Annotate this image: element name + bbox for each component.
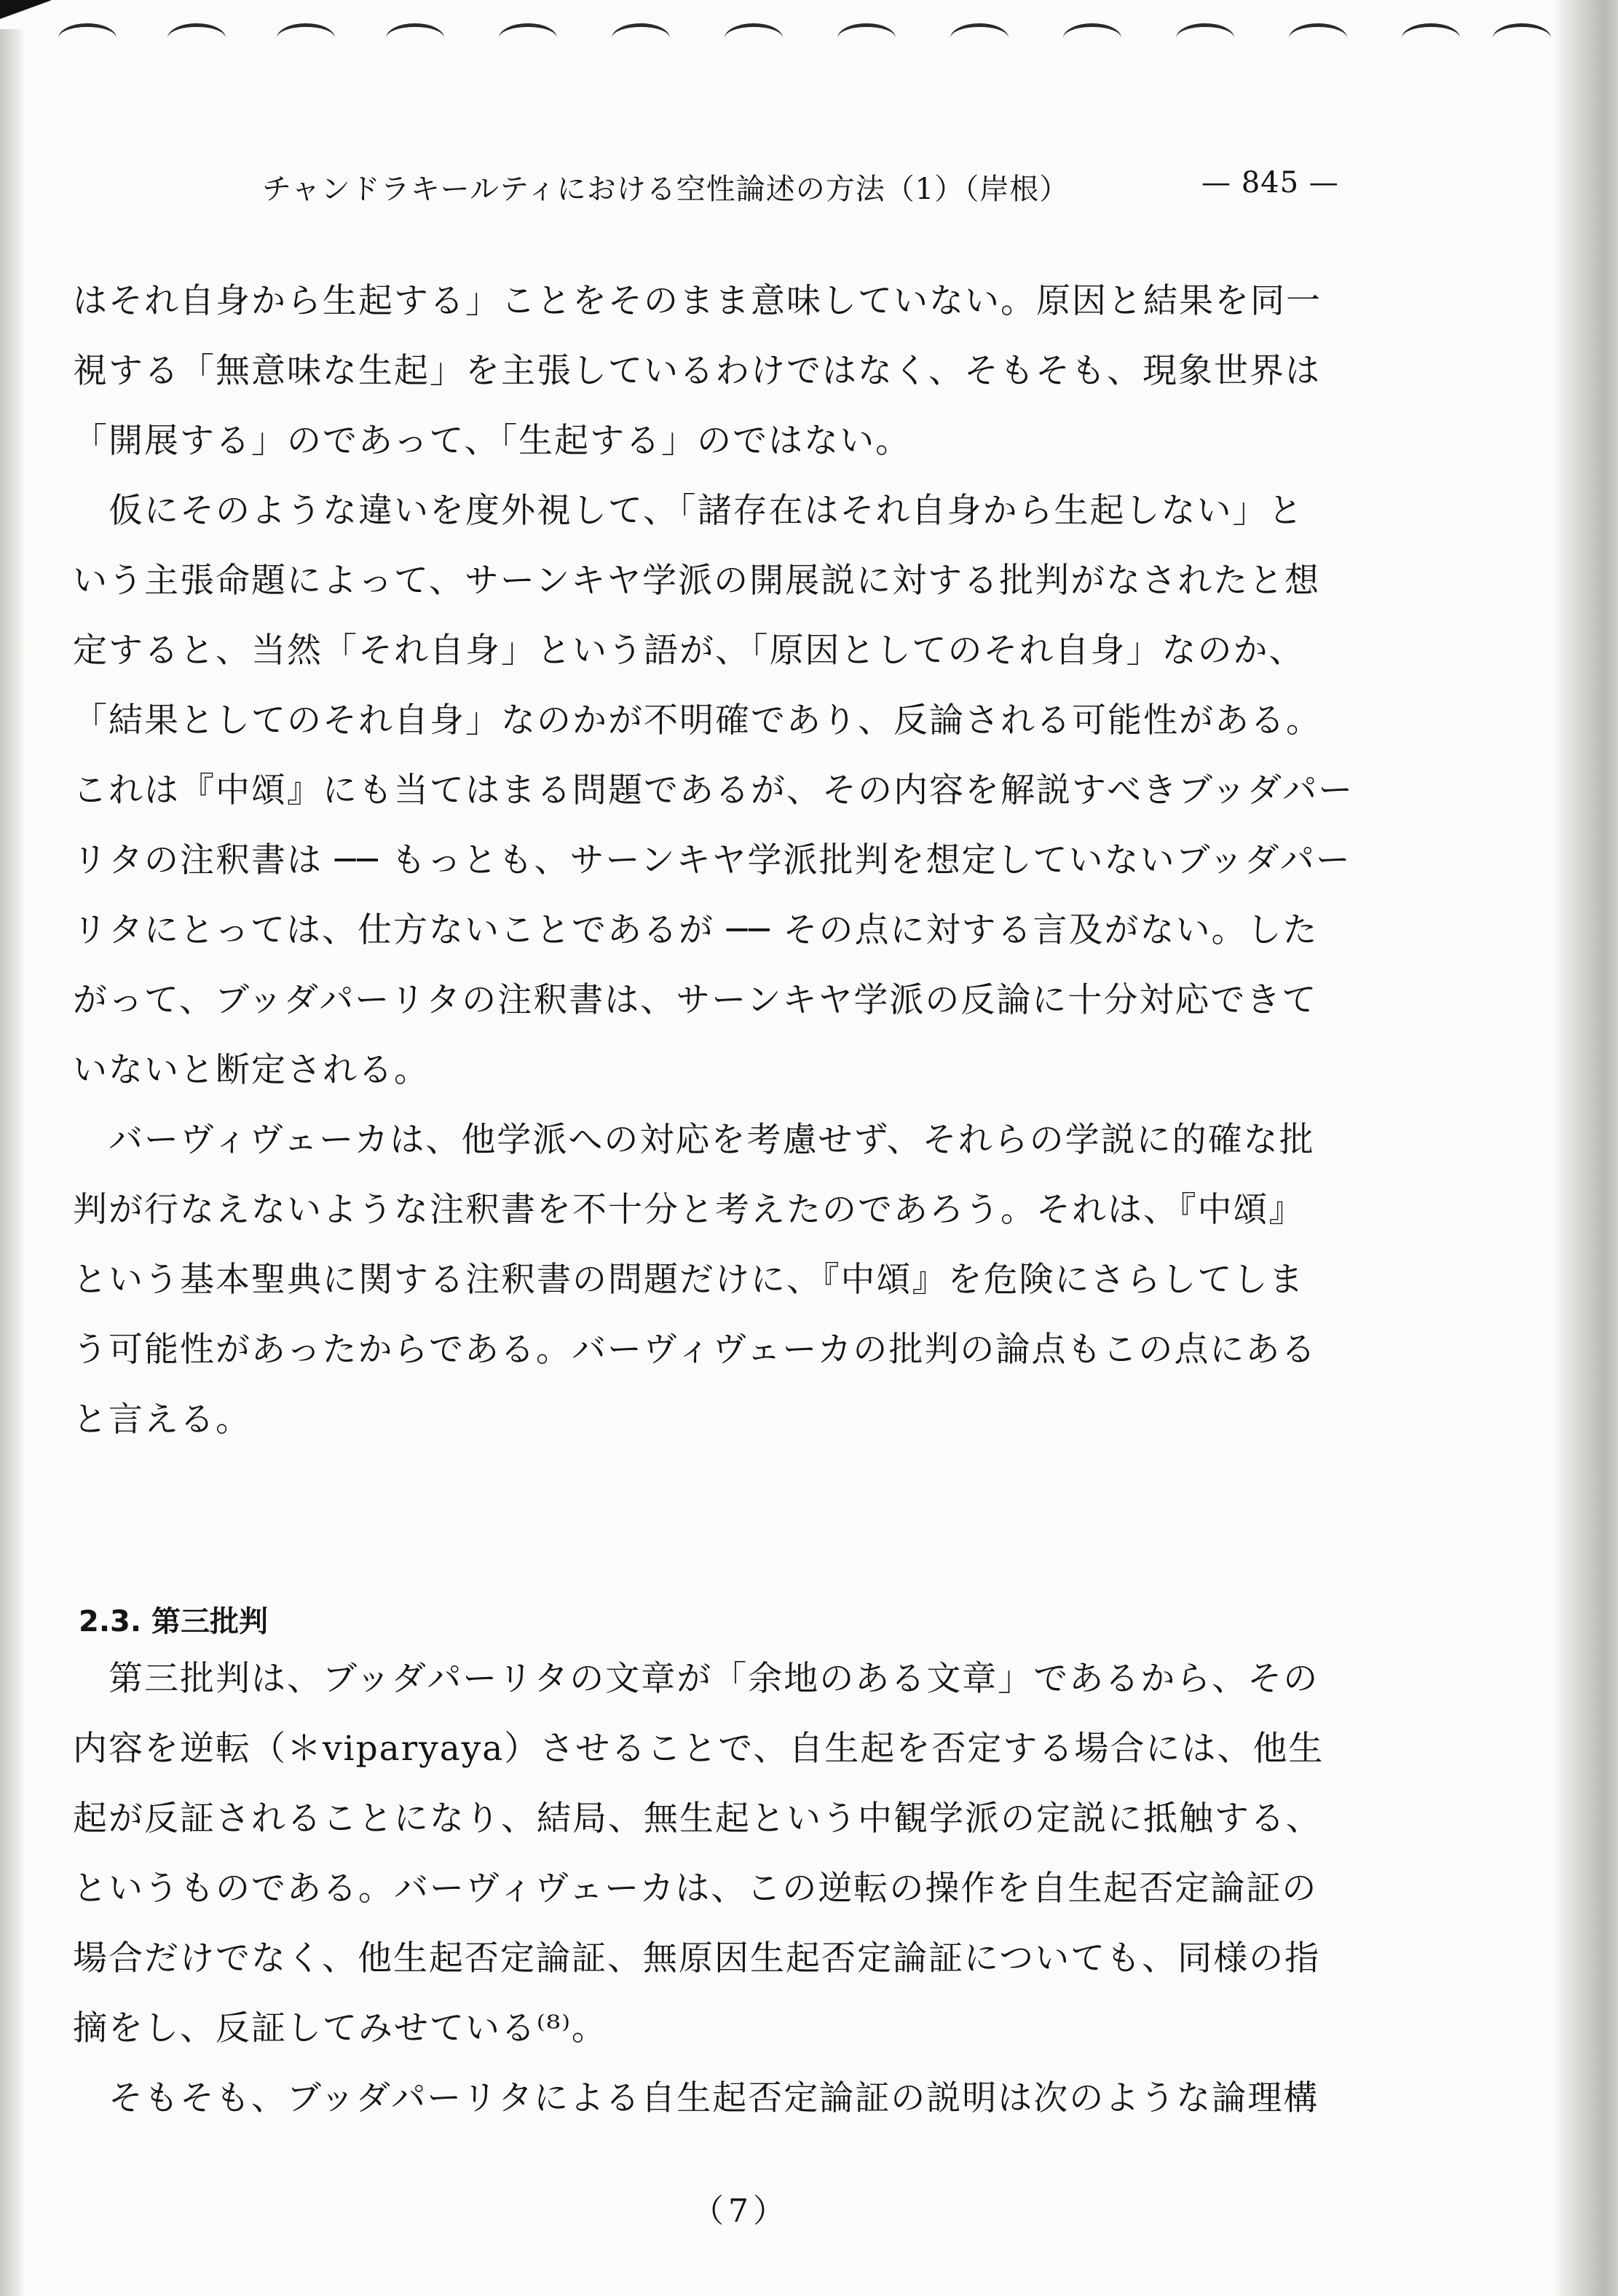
binding-hole [167, 23, 226, 53]
binding-hole [1176, 23, 1234, 53]
text-line: 内容を逆転（＊viparyaya）させることで、自生起を否定する場合には、他生 [73, 1729, 1325, 1769]
text-line: そもそも、ブッダパーリタによる自生起否定論証の説明は次のような論理構 [73, 2078, 1319, 2118]
text-line: と言える。 [73, 1400, 251, 1440]
text-line: 仮にそのような違いを度外視して、「諸存在はそれ自身から生起しない」と [73, 491, 1304, 531]
text-line: いないと断定される。 [73, 1050, 430, 1090]
text-line: 「開展する」のであって、「生起する」のではない。 [73, 421, 912, 461]
text-line: というものである。バーヴィヴェーカは、この逆転の操作を自生起否定論証の [73, 1869, 1318, 1909]
binding-hole [950, 23, 1009, 53]
scan-shadow-left [0, 29, 25, 2296]
binding-hole [1402, 23, 1460, 53]
body-text [73, 275, 1362, 1464]
text-line: 視する「無意味な生起」を主張しているわけではなく、そもそも、現象世界は [73, 351, 1322, 391]
text-line: リタの注釈書は ── もっとも、サーンキヤ学派批判を想定していないブッダパー [73, 840, 1351, 880]
binding-holes [15, 13, 1580, 57]
binding-hole [277, 23, 335, 53]
running-title: チャンドラキールティにおける空性論述の方法（1）（岸根） [262, 173, 1070, 206]
binding-hole [386, 23, 444, 53]
text-line: という基本聖典に関する注釈書の問題だけに、『中頌』を危険にさらしてしま [73, 1260, 1305, 1300]
binding-hole [1289, 23, 1347, 53]
text-line: リタにとっては、仕方ないことであるが ── その点に対する言及がない。した [73, 910, 1319, 950]
binding-hole [837, 23, 896, 53]
text-line: 定すると、当然「それ自身」という語が、「原因としてのそれ自身」なのか、 [73, 631, 1305, 671]
binding-hole [58, 23, 117, 53]
text-line: 判が行なえないような注釈書を不十分と考えたのであろう。それは、『中頌』 [73, 1190, 1305, 1230]
binding-hole [499, 23, 557, 53]
section-heading: 2.3. 第三批判 [79, 1605, 268, 1638]
text-line: う可能性があったからである。バーヴィヴェーカの批判の論点もこの点にある [73, 1330, 1317, 1370]
page-number: （7） [692, 2193, 789, 2230]
binding-hole [1063, 23, 1121, 53]
binding-hole [1493, 23, 1551, 53]
text-line: バーヴィヴェーカは、他学派への対応を考慮せず、それらの学説に的確な批 [73, 1120, 1315, 1160]
text-line: これは『中頌』にも当てはまる問題であるが、その内容を解説すべきブッダパー [73, 770, 1354, 810]
text-line: 起が反証されることになり、結局、無生起という中観学派の定説に抵触する、 [73, 1799, 1322, 1839]
text-line: 第三批判は、ブッダパーリタの文章が「余地のある文章」であるから、その [73, 1659, 1319, 1699]
folio-number: — 845 — [1201, 166, 1339, 200]
text-line: はそれ自身から生起する」ことをそのまま意味していない。原因と結果を同一 [73, 281, 1322, 321]
text-line: 摘をし、反証してみせている⁽⁸⁾。 [73, 2008, 607, 2048]
text-line: がって、ブッダパーリタの注釈書は、サーンキヤ学派の反論に十分対応できて [73, 980, 1318, 1020]
text-line: いう主張命題によって、サーンキヤ学派の開展説に対する批判がなされたと想 [73, 561, 1321, 601]
text-line: 場合だけでなく、他生起否定論証、無原因生起否定論証についても、同様の指 [73, 1938, 1321, 1979]
section-body-text [73, 1653, 1362, 2142]
scan-shadow-right [1552, 0, 1618, 2296]
binding-hole [725, 23, 783, 53]
binding-hole [612, 23, 670, 53]
text-line: 「結果としてのそれ自身」なのかが不明確であり、反論される可能性がある。 [73, 701, 1322, 741]
